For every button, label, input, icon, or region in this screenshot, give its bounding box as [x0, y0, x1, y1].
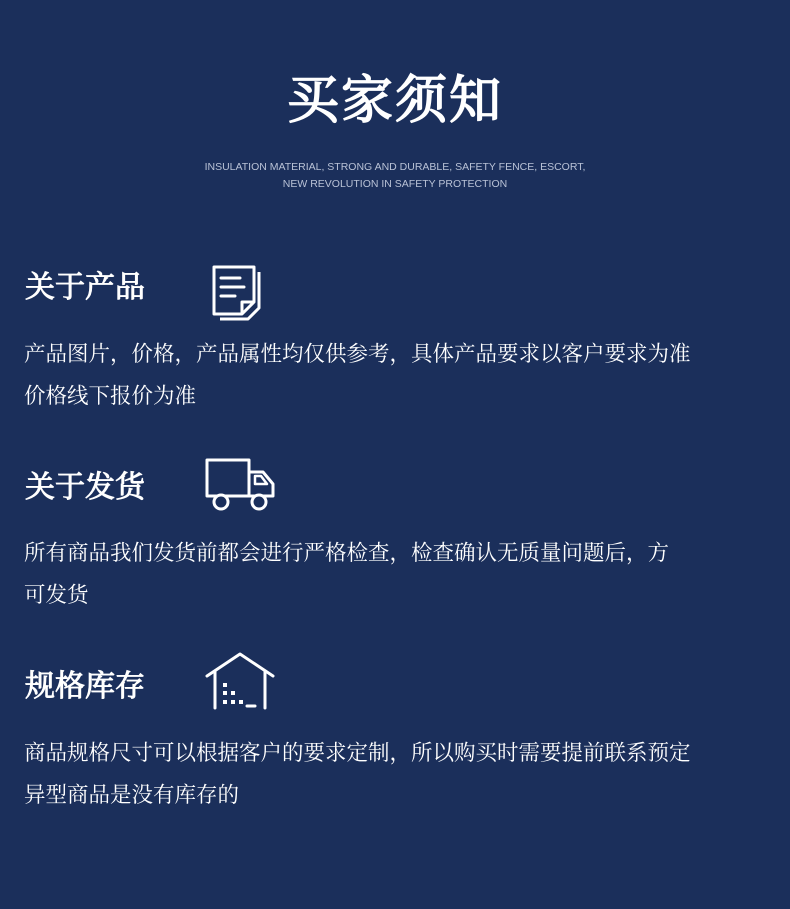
section-heading-shipping: 关于发货 [25, 470, 145, 505]
section-body-line: 价格线下报价为准 [24, 384, 197, 409]
section-body-stock [24, 733, 769, 817]
section-body-line: 产品图片，价格，产品属性均仅供参考，具体产品要求以客户要求为准 [24, 342, 691, 367]
truck-icon [203, 456, 277, 520]
page-subtitle [0, 159, 790, 193]
page-title: 买家须知 [286, 71, 503, 131]
subtitle-line-1: INSULATION MATERIAL, STRONG AND DURABLE, SAFETY FENCE, ESCORT, [204, 161, 586, 173]
section-body-line: 所有商品我们发货前都会进行严格检查，检查确认无质量问题后，方 [24, 541, 670, 566]
warehouse-icon [203, 650, 277, 716]
section-body-line: 可发货 [24, 583, 89, 608]
section-heading-product: 关于产品 [25, 270, 145, 305]
subtitle-line-2: NEW REVOLUTION IN SAFETY PROTECTION [282, 178, 508, 190]
section-body-line: 商品规格尺寸可以根据客户的要求定制，所以购买时需要提前联系预定 [24, 741, 691, 766]
section-body-shipping [24, 533, 769, 617]
section-body-product [24, 334, 769, 418]
section-heading-stock: 规格库存 [25, 669, 145, 704]
document-icon [204, 262, 264, 326]
section-body-line: 异型商品是没有库存的 [24, 783, 240, 808]
